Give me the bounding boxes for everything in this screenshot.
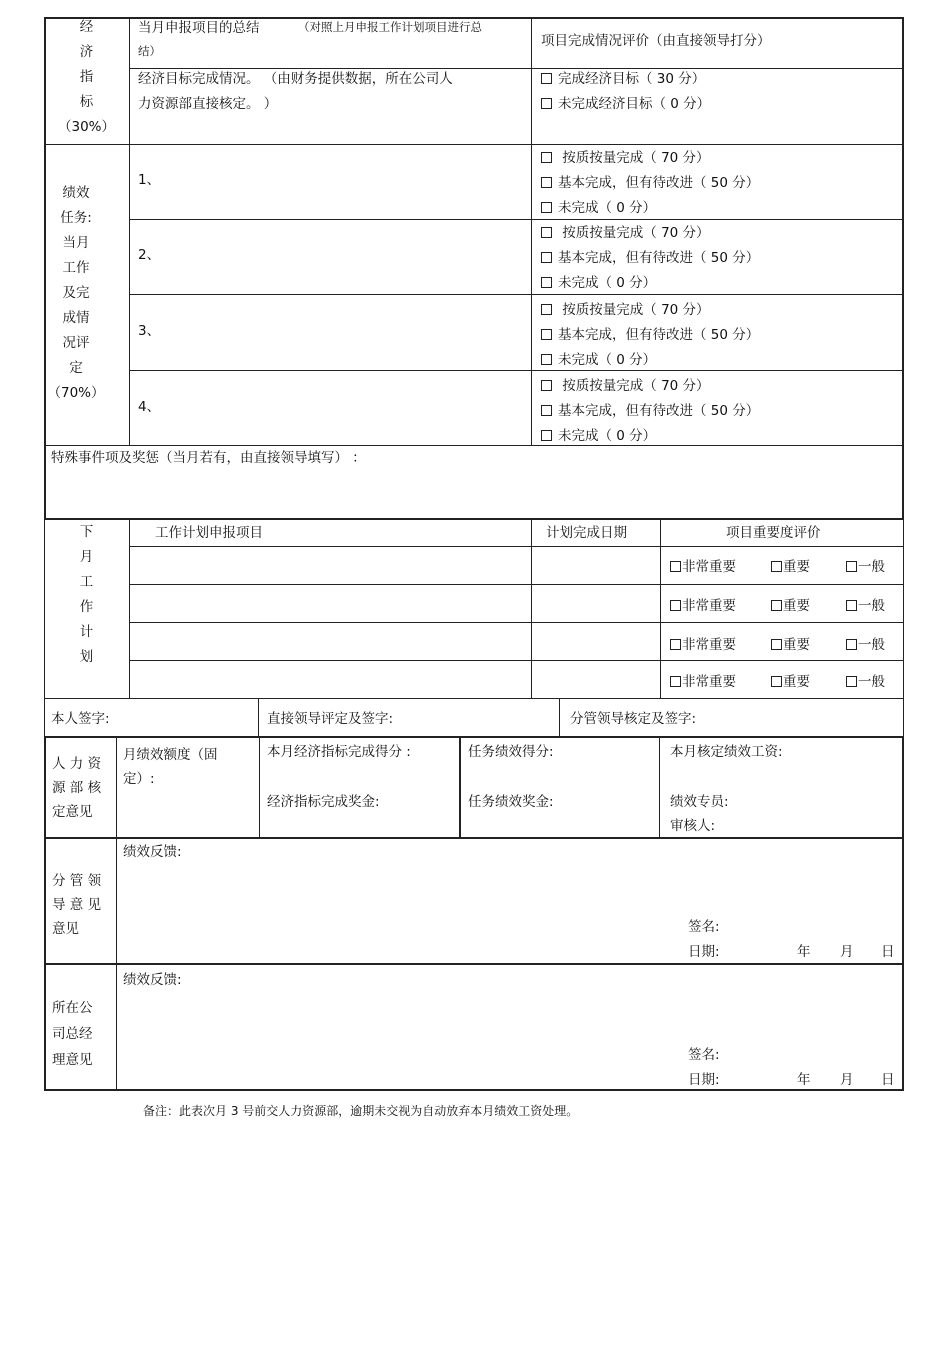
hr-econ-bonus: 经济指标完成奖金:	[267, 794, 380, 810]
task-item-3: 3、	[138, 323, 161, 339]
special-events-label: 特殊事件项及奖惩（当月若有，由直接领导填写） ：	[51, 450, 366, 466]
rating-row-4[interactable]: 非常重要	[670, 674, 736, 690]
hr-econ-score: 本月经济指标完成得分 :	[267, 744, 411, 760]
rating-row-3b[interactable]: 重要	[771, 637, 810, 653]
task-item-2: 2、	[138, 247, 161, 263]
supervisor-date: 日期:	[688, 944, 720, 960]
gm-feedback: 绩效反馈:	[123, 972, 182, 988]
supervisor-month: 月	[840, 944, 854, 960]
hr-specialist: 绩效专员:	[670, 794, 729, 810]
checkbox[interactable]	[541, 73, 552, 84]
supervisor-side-label: 分 管 领 导 意 见 意见	[52, 873, 102, 937]
summary-note-2: 结）	[138, 44, 161, 58]
supervisor-feedback: 绩效反馈:	[123, 844, 182, 860]
supervisor-sign: 签名:	[688, 919, 720, 935]
econ-option-done[interactable]: 完成经济目标（ 30 分）	[541, 71, 705, 87]
gm-date: 日期:	[688, 1072, 720, 1088]
rating-row-1b[interactable]: 重要	[771, 559, 810, 575]
rating-row-1[interactable]: 非常重要	[670, 559, 736, 575]
self-signature: 本人签字:	[51, 711, 110, 727]
econ-side-label: 经 济 指 标 （30%）	[57, 19, 115, 135]
econ-target-desc: 经济目标完成情况。 （由财务提供数据，所在公司人	[138, 71, 453, 87]
tasks-side-label: 绩效 任务: 当月 工作 及完 成情 况评 定 （70%）	[47, 185, 105, 401]
rating-row-3c[interactable]: 一般	[846, 637, 885, 653]
summary-label: 当月申报项目的总结	[138, 20, 260, 36]
summary-note: （对照上月申报工作计划项目进行总	[298, 20, 482, 34]
supervisor-signature: 分管领导核定及签字:	[570, 711, 697, 727]
footer-note: 备注：此表次月 3 号前交人力资源部，逾期未交视为自动放弃本月绩效工资处理。	[143, 1104, 579, 1118]
plan-col-rating: 项目重要度评价	[726, 525, 821, 541]
rating-row-2c[interactable]: 一般	[846, 598, 885, 614]
hr-reviewer: 审核人:	[670, 818, 716, 834]
plan-col-date: 计划完成日期	[546, 525, 627, 541]
task3-options[interactable]: 按质按量完成（ 70 分） 基本完成，但有待改进（ 50 分） 未完成（ 0 分）	[541, 298, 759, 373]
hr-approved-pay: 本月核定绩效工资:	[670, 744, 783, 760]
gm-year: 年	[797, 1072, 811, 1088]
plan-col-item: 工作计划申报项目	[155, 525, 263, 541]
plan-side-label: 下 月 工 作 计 划	[79, 524, 94, 665]
hr-side-label: 人 力 资 源 部 核 定意见	[52, 756, 102, 820]
task-item-1: 1、	[138, 172, 161, 188]
plan-table	[44, 520, 904, 738]
gm-month: 月	[840, 1072, 854, 1088]
gm-side-label: 所在公 司总经 理意见	[52, 1000, 93, 1068]
gm-sign: 签名:	[688, 1047, 720, 1063]
direct-leader-signature: 直接领导评定及签字:	[267, 711, 394, 727]
rating-row-2[interactable]: 非常重要	[670, 598, 736, 614]
task2-options[interactable]: 按质按量完成（ 70 分） 基本完成，但有待改进（ 50 分） 未完成（ 0 分）	[541, 221, 759, 296]
supervisor-year: 年	[797, 944, 811, 960]
econ-target-desc-2: 力资源部直接核定。 ）	[138, 96, 278, 112]
task-item-4: 4、	[138, 399, 161, 415]
rating-row-2b[interactable]: 重要	[771, 598, 810, 614]
checkbox[interactable]	[541, 98, 552, 109]
gm-day: 日	[881, 1072, 895, 1088]
supervisor-day: 日	[881, 944, 895, 960]
hr-quota: 月绩效额度（固 定）:	[123, 747, 218, 787]
rating-row-1c[interactable]: 一般	[846, 559, 885, 575]
rating-row-3[interactable]: 非常重要	[670, 637, 736, 653]
task1-options[interactable]: 按质按量完成（ 70 分） 基本完成，但有待改进（ 50 分） 未完成（ 0 分）	[541, 146, 759, 221]
econ-option-undone[interactable]: 未完成经济目标（ 0 分）	[541, 96, 710, 112]
eval-header: 项目完成情况评价（由直接领导打分）	[541, 33, 771, 49]
task4-options[interactable]: 按质按量完成（ 70 分） 基本完成，但有待改进（ 50 分） 未完成（ 0 分）	[541, 374, 759, 449]
hr-task-bonus: 任务绩效奖金:	[468, 794, 554, 810]
rating-row-4b[interactable]: 重要	[771, 674, 810, 690]
hr-task-score: 任务绩效得分:	[468, 744, 554, 760]
rating-row-4c[interactable]: 一般	[846, 674, 885, 690]
